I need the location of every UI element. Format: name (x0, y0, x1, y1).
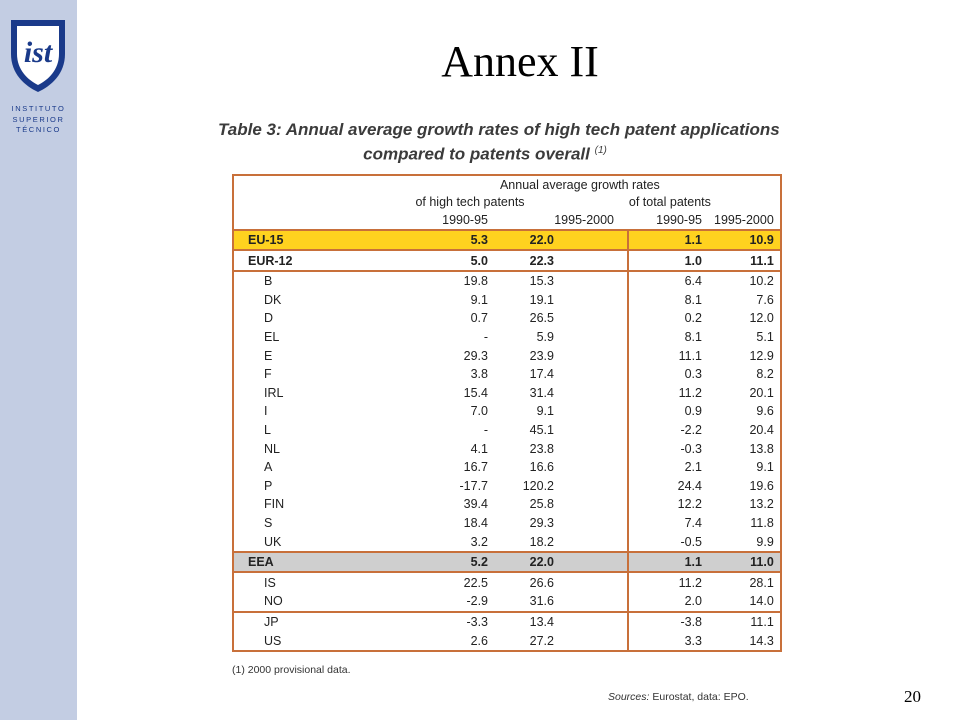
row-label: EEA (233, 552, 380, 573)
value-cell: 7.6 (756, 292, 774, 307)
value-cell: 28.1 (749, 575, 774, 590)
slide-title: Annex II (441, 37, 599, 86)
value-cell: 2.0 (628, 592, 708, 612)
table-row (233, 421, 781, 440)
value-cell: 16.7 (463, 460, 488, 475)
spacer-cell (560, 309, 628, 328)
value-cell: 3.3 (628, 631, 708, 651)
growth-rates-table (232, 174, 782, 652)
spacer-cell (560, 402, 628, 421)
table-row (233, 495, 781, 514)
logo-line: SUPERIOR (12, 114, 65, 124)
header-row-main (233, 175, 781, 194)
header-year: 1990-95 (380, 211, 494, 230)
value-cell: 7.0 (470, 404, 488, 419)
value-cell: 19.6 (749, 478, 774, 493)
table-row (233, 572, 781, 592)
value-cell: 26.5 (529, 311, 554, 326)
value-cell: 14.3 (749, 633, 774, 648)
value-cell: 11.0 (708, 552, 781, 573)
table-row (233, 631, 781, 651)
value-cell: 10.2 (749, 274, 774, 289)
value-cell: 20.4 (749, 423, 774, 438)
header-year: 1995-2000 (494, 211, 628, 230)
table-row (233, 552, 781, 573)
spacer-cell (560, 271, 628, 291)
table-row (233, 439, 781, 458)
value-cell: 14.0 (708, 592, 781, 612)
value-cell: 7.4 (628, 514, 708, 533)
spacer-cell (560, 495, 628, 514)
spacer-cell (560, 230, 628, 251)
table-row (233, 250, 781, 271)
spacer-cell (560, 532, 628, 552)
table-row (233, 291, 781, 310)
spacer-cell (560, 421, 628, 440)
value-cell: 0.7 (470, 311, 488, 326)
value-cell: 4.1 (470, 441, 488, 456)
spacer-cell (560, 477, 628, 496)
value-cell: 19.1 (529, 292, 554, 307)
spacer-cell (560, 612, 628, 632)
header-year: 1990-95 (628, 211, 708, 230)
value-cell: 22.5 (463, 575, 488, 590)
value-cell: 1.0 (628, 250, 708, 271)
row-label: D (264, 311, 274, 326)
table-row (233, 384, 781, 403)
value-cell: 13.2 (749, 497, 774, 512)
row-label: US (264, 633, 282, 648)
header-total-patents: of total patents (628, 195, 711, 210)
value-cell: 27.2 (529, 633, 554, 648)
value-cell: 10.9 (708, 230, 781, 251)
value-cell: -2.9 (380, 592, 494, 612)
spacer-cell (560, 572, 628, 592)
logo-line: TÉCNICO (16, 125, 61, 134)
row-label: F (264, 367, 272, 382)
value-cell: 29.3 (463, 348, 488, 363)
logo-line: INSTITUTO (11, 104, 66, 113)
value-cell: 23.8 (529, 441, 554, 456)
value-cell: 13.8 (749, 441, 774, 456)
value-cell: 13.4 (529, 614, 554, 629)
value-cell: 26.6 (529, 575, 554, 590)
value-cell: 5.0 (380, 250, 494, 271)
caption-footnote-marker: (1) (594, 145, 607, 156)
value-cell: 9.1 (756, 460, 774, 475)
row-label: P (264, 478, 273, 493)
table-caption (212, 119, 788, 165)
row-label: EU-15 (233, 230, 380, 251)
value-cell: 2.6 (470, 633, 488, 648)
value-cell: - (483, 423, 488, 438)
value-cell: 16.6 (529, 460, 554, 475)
table-row (233, 328, 781, 347)
row-label: S (264, 515, 273, 530)
value-cell: 2.1 (628, 458, 708, 477)
row-label: L (264, 423, 271, 438)
header-annual-growth: Annual average growth rates (499, 177, 660, 192)
spacer-cell (560, 458, 628, 477)
table-row (233, 309, 781, 328)
value-cell: 8.1 (628, 291, 708, 310)
row-label: EL (264, 330, 280, 345)
value-cell: 11.1 (750, 614, 774, 629)
value-cell: 11.2 (628, 572, 708, 592)
spacer-cell (560, 346, 628, 365)
row-label: IS (264, 575, 276, 590)
value-cell: 8.1 (628, 328, 708, 347)
spacer-cell (560, 365, 628, 384)
value-cell: 24.4 (628, 477, 708, 496)
table-row (233, 271, 781, 291)
value-cell: 5.9 (536, 330, 554, 345)
spacer-cell (560, 384, 628, 403)
table-row (233, 477, 781, 496)
spacer-cell (560, 328, 628, 347)
value-cell: 1.1 (628, 230, 708, 251)
value-cell: 22.0 (494, 230, 560, 251)
row-label: JP (264, 614, 279, 629)
source-text: Eurostat, data: EPO. (652, 691, 749, 703)
value-cell: 15.3 (529, 274, 554, 289)
logo-letters: ist (23, 36, 53, 69)
value-cell: 9.1 (470, 292, 488, 307)
spacer-cell (560, 291, 628, 310)
value-cell: 23.9 (529, 348, 554, 363)
value-cell: 12.0 (749, 311, 774, 326)
sidebar (0, 0, 77, 720)
value-cell: 17.4 (529, 367, 554, 382)
value-cell: -0.3 (628, 439, 708, 458)
value-cell: 3.2 (380, 532, 494, 552)
value-cell: -0.5 (628, 532, 708, 552)
value-cell: 12.2 (628, 495, 708, 514)
value-cell: 6.4 (628, 271, 708, 291)
value-cell: 20.1 (749, 385, 774, 400)
logo-institution-name (2, 104, 75, 136)
value-cell: 18.2 (494, 532, 560, 552)
table-row (233, 532, 781, 552)
value-cell: 19.8 (463, 274, 488, 289)
spacer-cell (560, 592, 628, 612)
value-cell: 3.8 (470, 367, 488, 382)
table-row (233, 230, 781, 251)
row-label: FIN (264, 497, 285, 512)
table-row (233, 612, 781, 632)
header-high-tech-patents: of high tech patents (415, 195, 525, 210)
row-label: NO (233, 592, 380, 612)
value-cell: 25.8 (529, 497, 554, 512)
value-cell: 5.2 (380, 552, 494, 573)
spacer-cell (560, 631, 628, 651)
value-cell: 31.6 (494, 592, 560, 612)
value-cell: 29.3 (529, 515, 554, 530)
value-cell: 11.2 (628, 384, 708, 403)
header-row-groups (233, 194, 781, 212)
value-cell: 9.9 (708, 532, 781, 552)
row-label: EUR-12 (233, 250, 380, 271)
header-year: 1995-2000 (708, 211, 781, 230)
header-row-years (233, 211, 781, 230)
row-label: I (264, 404, 268, 419)
row-label: UK (233, 532, 380, 552)
table-row (233, 346, 781, 365)
row-label: E (264, 348, 273, 363)
table-row (233, 402, 781, 421)
value-cell: 15.4 (463, 385, 488, 400)
spacer-cell (560, 439, 628, 458)
value-cell: 18.4 (463, 515, 488, 530)
row-label: NL (264, 441, 280, 456)
value-cell: -3.3 (466, 614, 488, 629)
value-cell: 22.3 (494, 250, 560, 271)
value-cell: 9.6 (756, 404, 774, 419)
row-label: DK (264, 292, 282, 307)
value-cell: 0.3 (628, 365, 708, 384)
value-cell: -3.8 (628, 612, 708, 632)
table-row (233, 365, 781, 384)
table-footnote: (1) 2000 provisional data. (232, 664, 351, 676)
table-caption-line-1: Table 3: Annual average growth rates of high tech patent applications (218, 120, 780, 139)
table-row (233, 458, 781, 477)
value-cell: -2.2 (628, 421, 708, 440)
value-cell: 1.1 (628, 552, 708, 573)
table-row (233, 592, 781, 612)
value-cell: 11.8 (750, 515, 774, 530)
value-cell: 12.9 (749, 348, 774, 363)
value-cell: 45.1 (529, 423, 554, 438)
table-source (608, 691, 749, 703)
value-cell: 22.0 (494, 552, 560, 573)
value-cell: 11.1 (628, 346, 708, 365)
row-label: IRL (264, 385, 284, 400)
value-cell: 5.3 (380, 230, 494, 251)
table-row (233, 514, 781, 533)
value-cell: 8.2 (756, 367, 774, 382)
value-cell: 0.2 (628, 309, 708, 328)
page-number: 20 (904, 687, 921, 706)
source-label: Sources: (608, 691, 650, 703)
value-cell: 31.4 (529, 385, 554, 400)
value-cell: - (483, 330, 488, 345)
value-cell: -17.7 (459, 478, 488, 493)
value-cell: 0.9 (628, 402, 708, 421)
value-cell: 120.2 (522, 478, 554, 493)
table-caption-line-2: compared to patents overall (363, 144, 590, 164)
spacer-cell (560, 250, 628, 271)
spacer-cell (560, 514, 628, 533)
row-label: B (264, 274, 273, 289)
value-cell: 5.1 (756, 330, 774, 345)
spacer-cell (560, 552, 628, 573)
row-label: A (264, 460, 273, 475)
value-cell: 11.1 (708, 250, 781, 271)
value-cell: 9.1 (536, 404, 554, 419)
value-cell: 39.4 (463, 497, 488, 512)
